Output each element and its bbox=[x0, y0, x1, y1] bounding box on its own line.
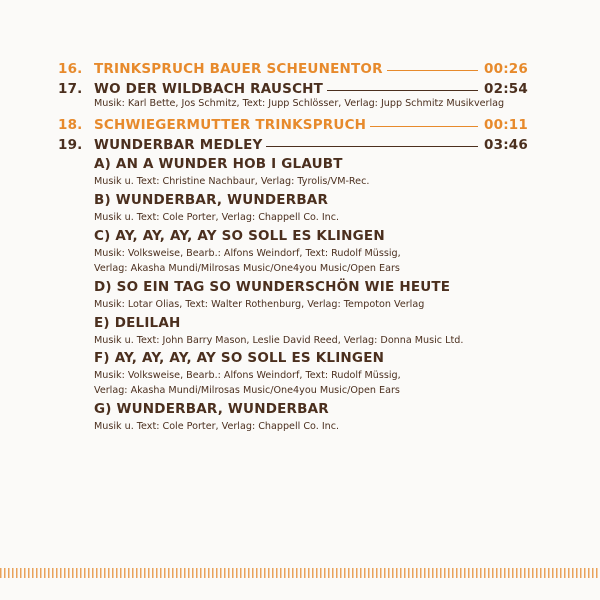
medley-title: F) AY, AY, AY, AY SO SOLL ES KLINGEN bbox=[94, 350, 385, 366]
track-title: TRINKSPRUCH BAUER SCHEUNENTOR bbox=[94, 61, 383, 77]
track-credit: Musik: Karl Bette, Jos Schmitz, Text: Jupp Schlösser, Verlag: Jupp Schmitz Musikverlag bbox=[94, 98, 505, 109]
medley-title: B) WUNDERBAR, WUNDERBAR bbox=[94, 192, 329, 208]
track-number: 16. bbox=[58, 61, 83, 77]
decorative-tick-border bbox=[0, 568, 600, 578]
track-duration: 02:54 bbox=[484, 81, 528, 97]
track-row bbox=[58, 137, 528, 155]
medley-credit: Musik: Volksweise, Bearb.: Alfons Weindorf, Text: Rudolf Müssig, bbox=[94, 370, 401, 381]
medley-credit: Verlag: Akasha Mundi/Milrosas Music/One4you Music/Open Ears bbox=[94, 263, 400, 274]
medley-credit: Musik: Lotar Olias, Text: Walter Rothenburg, Verlag: Tempoton Verlag bbox=[94, 299, 425, 310]
medley-title: E) DELILAH bbox=[94, 315, 181, 331]
leader-line bbox=[370, 126, 478, 127]
track-duration: 00:11 bbox=[484, 117, 528, 133]
leader-line bbox=[387, 70, 478, 71]
medley-credit: Musik u. Text: Christine Nachbaur, Verlag: Tyrolis/VM-Rec. bbox=[94, 176, 370, 187]
track-number: 17. bbox=[58, 81, 83, 97]
medley-credit: Verlag: Akasha Mundi/Milrosas Music/One4you Music/Open Ears bbox=[94, 385, 400, 396]
track-title: WO DER WILDBACH RAUSCHT bbox=[94, 81, 324, 97]
track-row bbox=[58, 117, 528, 135]
medley-title: G) WUNDERBAR, WUNDERBAR bbox=[94, 401, 329, 417]
track-title: SCHWIEGERMUTTER TRINKSPRUCH bbox=[94, 117, 367, 133]
medley-credit: Musik: Volksweise, Bearb.: Alfons Weindorf, Text: Rudolf Müssig, bbox=[94, 248, 401, 259]
medley-credit: Musik u. Text: Cole Porter, Verlag: Chappell Co. Inc. bbox=[94, 212, 340, 223]
medley-title: C) AY, AY, AY, AY SO SOLL ES KLINGEN bbox=[94, 228, 385, 244]
leader-line bbox=[266, 146, 478, 147]
medley-title: D) SO EIN TAG SO WUNDERSCHÖN WIE HEUTE bbox=[94, 279, 451, 295]
medley-credit: Musik u. Text: John Barry Mason, Leslie David Reed, Verlag: Donna Music Ltd. bbox=[94, 335, 464, 346]
track-duration: 03:46 bbox=[484, 137, 528, 153]
track-duration: 00:26 bbox=[484, 61, 528, 77]
track-number: 19. bbox=[58, 137, 83, 153]
track-number: 18. bbox=[58, 117, 83, 133]
track-title: WUNDERBAR MEDLEY bbox=[94, 137, 263, 153]
leader-line bbox=[327, 90, 478, 91]
medley-title: A) AN A WUNDER HOB I GLAUBT bbox=[94, 156, 343, 172]
track-row bbox=[58, 61, 528, 79]
medley-credit: Musik u. Text: Cole Porter, Verlag: Chappell Co. Inc. bbox=[94, 421, 340, 432]
